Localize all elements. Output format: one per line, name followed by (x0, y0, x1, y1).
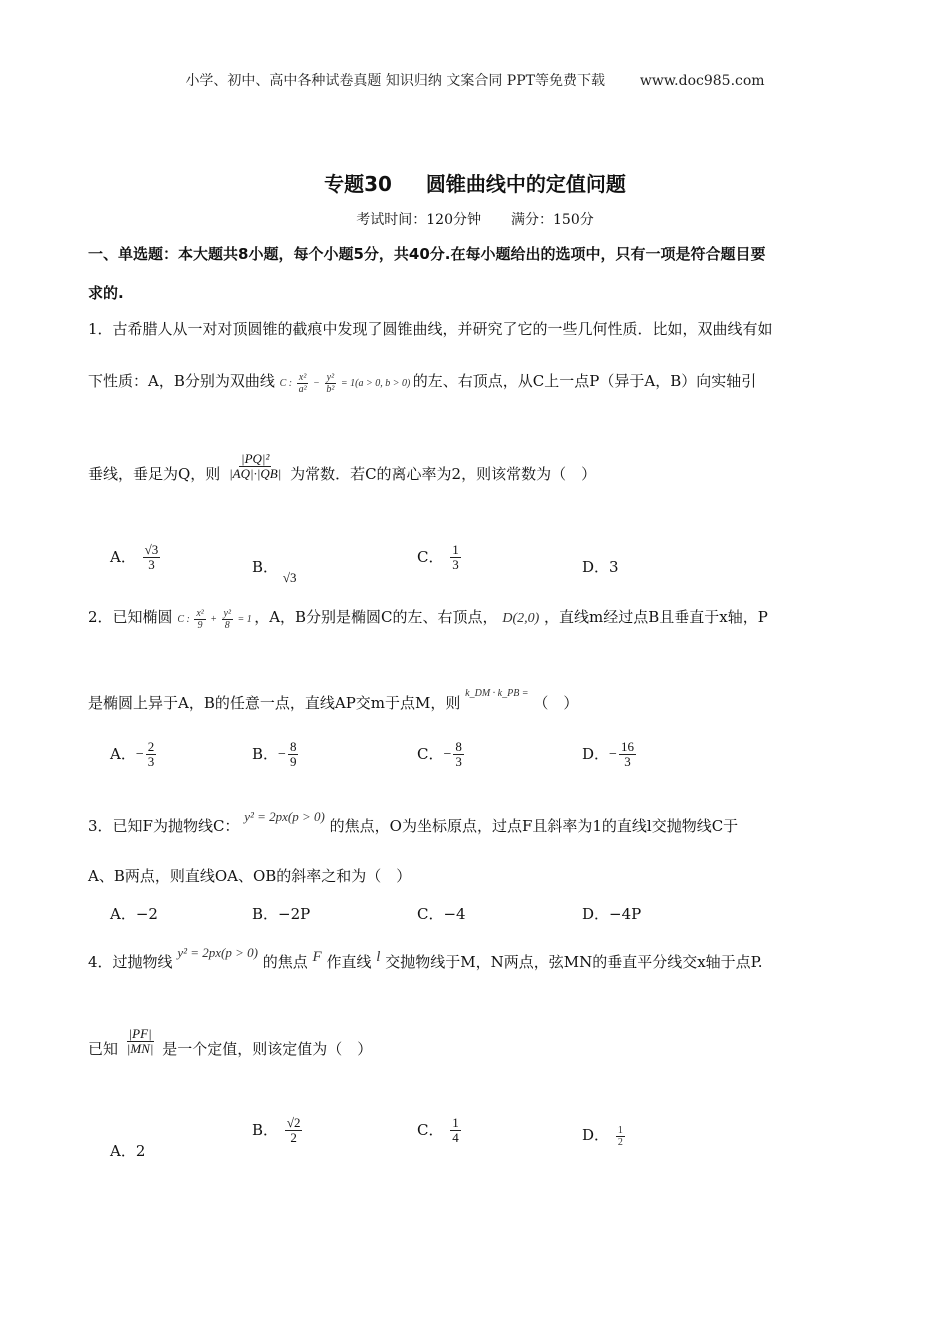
q1-text-b: 的左、右顶点，从C上一点P（异于A，B）向实轴引 (412, 372, 757, 390)
q3-line2: A、B两点，则直线OA、OB的斜率之和为（ ） (88, 867, 412, 885)
q1-option-a[interactable]: A． $\frac{√3}{3}$ (110, 542, 159, 573)
q3-option-a[interactable]: A．−2 (110, 905, 158, 923)
q4-parabola-eq: y² = 2px(p > 0) (177, 945, 258, 960)
q2-ellipse-eq: C : $\frac{\text{x²}}{9}$ + $\frac{\text{y²}}{8}$ = 1 (177, 608, 252, 632)
q2-slope-product: k_DM · k_PB = (465, 688, 529, 699)
q2-option-d[interactable]: D．− $\frac{16}{3}$ (582, 739, 634, 770)
q2-line2: 是椭圆上异于A，B的任意一点，直线AP交m于点M，则 $^{k\_DM \cdot k\_PB =}$ （ ） (88, 688, 579, 712)
q1-line1: 1．古希腊人从一对对顶圆锥的截痕中发现了圆锥曲线，并研究了它的一些几何性质．比如，双曲线有如 (88, 320, 773, 338)
exam-score: 满分：150分 (511, 212, 594, 228)
q1-option-d[interactable]: D．3 (582, 558, 619, 576)
q4-option-d[interactable]: D． $\frac{1}{2}$ (582, 1124, 623, 1148)
q4-line2: 已知 $\frac{|PF|}{|MN|}$ 是一个定值，则该定值为（ ） (88, 1026, 373, 1058)
q4-line-l: l (376, 949, 381, 965)
q4-ratio-fraction: $\frac{|PF|}{|MN|}$ (126, 1026, 154, 1057)
q1-text-d: 为常数．若C的离心率为2，则该常数为（ ） (290, 464, 597, 483)
q1-option-b[interactable]: B． √3 (252, 558, 297, 585)
exam-time: 考试时间：120分钟 (356, 212, 481, 228)
section-heading-line2: 求的. (88, 284, 124, 302)
page-title (0, 168, 950, 197)
q4-line1: 4．过抛物线 y² = 2px(p > 0) 的焦点 F 作直线 l 交抛物线于M，N两点，弦MN的垂直平分线交x轴于点P. (88, 945, 763, 971)
q1-hyperbola-eq: C : $\frac{\text{x²}}{\text{a²}}$ − $\frac{\text{y²}}{\text{b²}}$ = 1(a > 0, b > 0) (279, 372, 411, 396)
q1-text-a: 下性质：A，B分别为双曲线 (88, 372, 275, 390)
q1-text-c: 垂线，垂足为Q，则 (88, 464, 221, 483)
q4-option-c[interactable]: C． $\frac{1}{4}$ (417, 1115, 459, 1146)
page-header (0, 70, 950, 90)
title-topic: 专题30 (324, 172, 392, 196)
q2-option-b[interactable]: B．− $\frac{8}{9}$ (252, 739, 297, 770)
q2-line1: 2．已知椭圆 C : $\frac{\text{x²}}{9}$ + $\frac{\text{y²}}{8}$ = 1 ，A，B分别是椭圆C的左、右顶点， D(2,0) ，直线m经过点B且垂直于x轴，P (88, 608, 768, 632)
q2-option-a[interactable]: A．− $\frac{2}{3}$ (110, 739, 155, 770)
q1-ratio-fraction: $\frac{\text{|PQ|²}}{|AQ|\cdot|QB|}$ (229, 451, 282, 482)
q4-option-a[interactable]: A．2 (110, 1142, 146, 1160)
q4-option-b[interactable]: B． $\frac{√2}{2}$ (252, 1115, 301, 1146)
q1-option-c[interactable]: C． $\frac{1}{3}$ (417, 542, 459, 573)
q2-point-d: D(2,0) (502, 611, 540, 626)
q4-focus-f: F (312, 949, 322, 965)
q2-option-c[interactable]: C．− $\frac{8}{3}$ (417, 739, 462, 770)
title-name: 圆锥曲线中的定值问题 (425, 172, 626, 196)
q3-line1: 3．已知F为抛物线C： y² = 2px(p > 0) 的焦点，O为坐标原点，过点F且斜率为1的直线l交抛物线C于 (88, 809, 739, 835)
q3-option-b[interactable]: B．−2P (252, 905, 311, 923)
header-text: 小学、初中、高中各种试卷真题 知识归纳 文案合同 PPT等免费下载 (185, 73, 605, 89)
q3-parabola-eq: y² = 2px(p > 0) (244, 809, 325, 824)
header-site-link[interactable]: www.doc985.com (639, 73, 765, 89)
section-heading-line1: 一、单选题：本大题共8小题，每个小题5分，共40分.在每小题给出的选项中，只有一项是符合题目要 (88, 245, 766, 263)
q1-line3 (88, 451, 597, 490)
q3-option-c[interactable]: C．−4 (417, 905, 466, 923)
exam-meta (0, 209, 950, 229)
q1-line2 (88, 370, 756, 395)
q3-option-d[interactable]: D．−4P (582, 905, 642, 923)
